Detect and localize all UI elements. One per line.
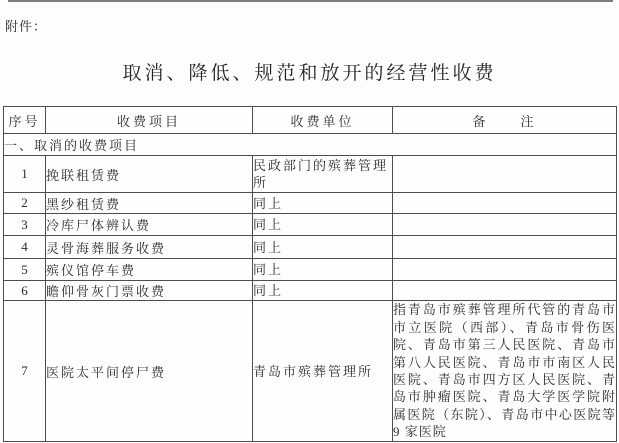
- fee-unit-cell: 同上: [253, 281, 393, 301]
- table-row: [4, 281, 617, 301]
- column-header-note: 备 注: [393, 107, 617, 134]
- table-row: [4, 156, 617, 193]
- fee-item-cell: 灵骨海葬服务收费: [46, 236, 253, 259]
- row-number-cell: 4: [4, 236, 46, 259]
- note-cell: [393, 236, 617, 259]
- row-number-cell: 5: [4, 259, 46, 281]
- row-number-cell: 3: [4, 214, 46, 236]
- column-header-unit: 收费单位: [253, 107, 393, 134]
- fee-item-cell: 挽联租赁费: [46, 156, 253, 193]
- table-row: [4, 214, 617, 236]
- table-row: [4, 259, 617, 281]
- table-header-row: [4, 107, 617, 134]
- row-number-cell: 2: [4, 193, 46, 214]
- note-cell: [393, 281, 617, 301]
- column-header-no: 序号: [4, 107, 46, 134]
- table-row: [4, 236, 617, 259]
- note-cell: [393, 214, 617, 236]
- table-row: [4, 301, 617, 442]
- row-number-cell: 1: [4, 156, 46, 193]
- fee-unit-cell: 同上: [253, 236, 393, 259]
- note-cell: [393, 193, 617, 214]
- fee-unit-cell: 青岛市殡葬管理所: [253, 301, 393, 442]
- fee-item-cell: 冷库尸体辨认费: [46, 214, 253, 236]
- fee-item-cell: 殡仪馆停车费: [46, 259, 253, 281]
- fee-table: [3, 106, 617, 442]
- page-top-rule: [8, 0, 613, 2]
- attachment-label: 附件：: [5, 19, 48, 34]
- row-number-cell: 7: [4, 301, 46, 442]
- fee-unit-cell: 民政部门的殡葬管理所: [253, 156, 393, 193]
- note-cell: [393, 259, 617, 281]
- fee-item-cell: 瞻仰骨灰门票收费: [46, 281, 253, 301]
- note-cell: 指青岛市殡葬管理所代管的青岛市市立医院（西部）、青岛市骨伤医院、青岛市第三人民医院、青岛市第八人民医院、青岛市市南区人民医院、青岛市四方区人民医院、青岛市肿瘤医院、青岛大学医学院附属医院（东院）、青岛市中心医院等 9 家医院: [393, 301, 617, 442]
- page-title: 取消、降低、规范和放开的经营性收费: [122, 63, 497, 84]
- fee-unit-cell: 同上: [253, 259, 393, 281]
- section-row: [4, 134, 617, 156]
- column-header-item: 收费项目: [46, 107, 253, 134]
- row-number-cell: 6: [4, 281, 46, 301]
- table-row: [4, 193, 617, 214]
- fee-unit-cell: 同上: [253, 214, 393, 236]
- note-cell: [393, 156, 617, 193]
- section-row-label: 一、取消的收费项目: [4, 134, 617, 156]
- fee-unit-cell: 同上: [253, 193, 393, 214]
- fee-item-cell: 黑纱租赁费: [46, 193, 253, 214]
- fee-item-cell: 医院太平间停尸费: [46, 301, 253, 442]
